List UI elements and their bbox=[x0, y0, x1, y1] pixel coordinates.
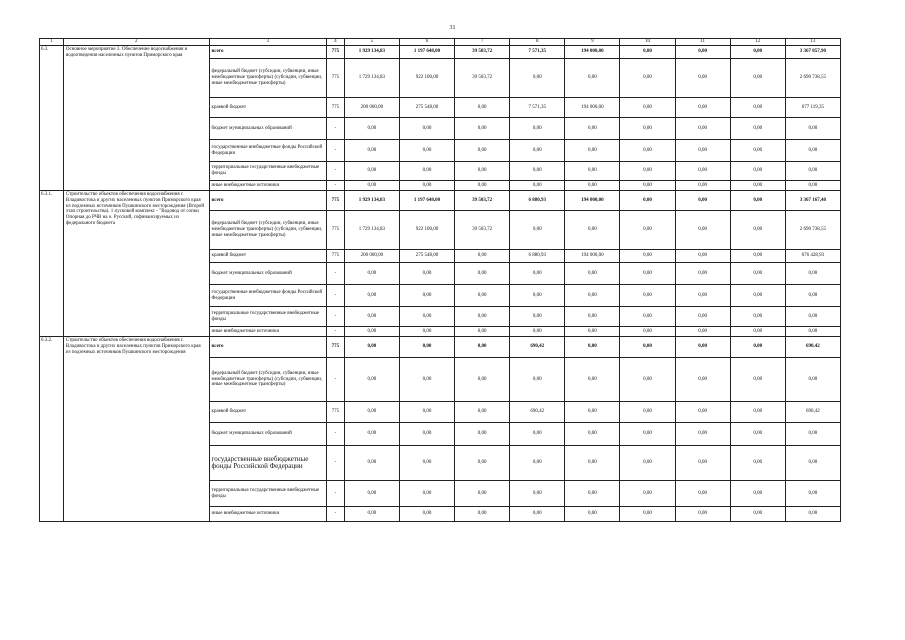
admin-code-cell: - bbox=[327, 263, 345, 285]
amount-cell: 0,00 bbox=[620, 307, 675, 327]
amount-cell: 0,00 bbox=[344, 162, 399, 181]
amount-cell: 0,00 bbox=[510, 162, 565, 181]
total-cell: 2 690 738,55 bbox=[785, 211, 840, 250]
amount-cell: 0,00 bbox=[344, 481, 399, 507]
funding-source: всего bbox=[209, 337, 327, 358]
amount-cell: 0,00 bbox=[344, 118, 399, 140]
amount-cell: 1 929 134,83 bbox=[344, 191, 399, 211]
amount-cell: 0,00 bbox=[510, 423, 565, 446]
admin-code-cell: - bbox=[327, 162, 345, 181]
amount-cell: 0,00 bbox=[455, 263, 510, 285]
total-cell: 690,42 bbox=[785, 337, 840, 358]
amount-cell: 1 729 134,83 bbox=[344, 59, 399, 98]
amount-cell: 0,00 bbox=[399, 140, 454, 162]
amount-cell: 1 197 648,00 bbox=[399, 191, 454, 211]
amount-cell: 0,00 bbox=[620, 327, 675, 337]
amount-cell: 0,00 bbox=[510, 285, 565, 307]
admin-code-cell: - bbox=[327, 446, 345, 481]
total-cell: 0,00 bbox=[785, 481, 840, 507]
amount-cell: 0,00 bbox=[344, 181, 399, 191]
amount-cell: 0,00 bbox=[675, 285, 730, 307]
total-cell: 677 119,35 bbox=[785, 98, 840, 118]
amount-cell: 0,00 bbox=[565, 211, 620, 250]
amount-cell: 0,00 bbox=[399, 423, 454, 446]
amount-cell: 0,00 bbox=[455, 507, 510, 522]
amount-cell: 194 000,00 bbox=[565, 191, 620, 211]
amount-cell: 39 503,72 bbox=[455, 191, 510, 211]
amount-cell: 7 571,35 bbox=[510, 98, 565, 118]
column-header: 6 bbox=[399, 39, 454, 46]
amount-cell: 0,00 bbox=[620, 59, 675, 98]
amount-cell: 0,00 bbox=[565, 181, 620, 191]
amount-cell: 0,00 bbox=[620, 98, 675, 118]
amount-cell: 0,00 bbox=[675, 191, 730, 211]
amount-cell: 0,00 bbox=[675, 446, 730, 481]
amount-cell: 0,00 bbox=[399, 307, 454, 327]
admin-code-cell: 775 bbox=[327, 46, 345, 59]
amount-cell: 0,00 bbox=[565, 423, 620, 446]
table-row bbox=[40, 337, 841, 358]
amount-cell: 0,00 bbox=[730, 481, 785, 507]
amount-cell: 0,00 bbox=[565, 337, 620, 358]
amount-cell: 0,00 bbox=[510, 140, 565, 162]
amount-cell: 0,00 bbox=[399, 162, 454, 181]
section-code: 6.3. bbox=[40, 46, 64, 191]
amount-cell: 0,00 bbox=[455, 358, 510, 402]
column-header: 1 bbox=[40, 39, 64, 46]
amount-cell: 0,00 bbox=[565, 358, 620, 402]
funding-source: федеральный бюджет (субсидии, субвенции, иные межбюджетные трансферты) (субсидии, субвенции, иные межбюджетные трансферты) bbox=[209, 211, 327, 250]
section-title: Строительство объектов обеспечения водоснабжения г. Владивостока и других населенных пунктов Приморского края из подземных источников Пушкинского месторождения (Второй этап строительства). 1 пусковой комплекс - "Водовод от сопки Опорная до РЧВ на о. Русский, софинансируемых из федерального бюджета bbox=[63, 191, 209, 337]
total-cell: 0,00 bbox=[785, 423, 840, 446]
amount-cell: 0,00 bbox=[675, 181, 730, 191]
amount-cell: 0,00 bbox=[620, 507, 675, 522]
admin-code-cell: - bbox=[327, 285, 345, 307]
amount-cell: 0,00 bbox=[510, 118, 565, 140]
amount-cell: 0,00 bbox=[730, 140, 785, 162]
amount-cell: 0,00 bbox=[620, 358, 675, 402]
total-cell: 0,00 bbox=[785, 358, 840, 402]
amount-cell: 0,00 bbox=[399, 285, 454, 307]
column-header: 12 bbox=[730, 39, 785, 46]
total-cell: 0,00 bbox=[785, 446, 840, 481]
amount-cell: 0,00 bbox=[730, 98, 785, 118]
amount-cell: 0,00 bbox=[399, 358, 454, 402]
amount-cell: 0,00 bbox=[620, 140, 675, 162]
amount-cell: 690,42 bbox=[510, 402, 565, 423]
amount-cell: 0,00 bbox=[675, 402, 730, 423]
amount-cell: 0,00 bbox=[730, 211, 785, 250]
amount-cell: 0,00 bbox=[730, 162, 785, 181]
admin-code-cell: 775 bbox=[327, 59, 345, 98]
amount-cell: 0,00 bbox=[510, 481, 565, 507]
admin-code-cell: - bbox=[327, 481, 345, 507]
amount-cell: 0,00 bbox=[344, 327, 399, 337]
amount-cell: 0,00 bbox=[675, 423, 730, 446]
amount-cell: 690,42 bbox=[510, 337, 565, 358]
amount-cell: 0,00 bbox=[455, 402, 510, 423]
amount-cell: 0,00 bbox=[730, 181, 785, 191]
table-row bbox=[40, 191, 841, 211]
admin-code-cell: - bbox=[327, 358, 345, 402]
table-row bbox=[40, 46, 841, 59]
amount-cell: 0,00 bbox=[510, 211, 565, 250]
funding-source: территориальные государственные внебюджетные фонды bbox=[209, 307, 327, 327]
total-cell: 690,42 bbox=[785, 402, 840, 423]
total-cell: 676 428,93 bbox=[785, 250, 840, 263]
column-header: 3 bbox=[209, 39, 327, 46]
funding-source: государственные внебюджетные фонды Российской Федерации bbox=[209, 285, 327, 307]
amount-cell: 0,00 bbox=[620, 181, 675, 191]
amount-cell: 194 000,00 bbox=[565, 98, 620, 118]
funding-source: всего bbox=[209, 46, 327, 59]
column-header: 4 bbox=[327, 39, 345, 46]
amount-cell: 275 548,00 bbox=[399, 250, 454, 263]
section-title: Основное мероприятие 3. Обеспечение водоснабжения и водоотведения населенных пунктов Приморского края bbox=[63, 46, 209, 191]
amount-cell: 0,00 bbox=[455, 140, 510, 162]
funding-source: территориальные государственные внебюджетные фонды bbox=[209, 162, 327, 181]
amount-cell: 1 729 134,83 bbox=[344, 211, 399, 250]
amount-cell: 0,00 bbox=[620, 118, 675, 140]
total-cell: 0,00 bbox=[785, 118, 840, 140]
amount-cell: 0,00 bbox=[620, 211, 675, 250]
amount-cell: 0,00 bbox=[399, 402, 454, 423]
amount-cell: 0,00 bbox=[510, 327, 565, 337]
amount-cell: 0,00 bbox=[730, 507, 785, 522]
total-cell: 3 367 857,90 bbox=[785, 46, 840, 59]
column-number-row bbox=[40, 39, 841, 46]
column-header: 13 bbox=[785, 39, 840, 46]
amount-cell: 0,00 bbox=[399, 507, 454, 522]
amount-cell: 0,00 bbox=[620, 263, 675, 285]
funding-source: всего bbox=[209, 191, 327, 211]
admin-code-cell: 775 bbox=[327, 402, 345, 423]
amount-cell: 0,00 bbox=[730, 250, 785, 263]
amount-cell: 0,00 bbox=[730, 337, 785, 358]
amount-cell: 0,00 bbox=[675, 307, 730, 327]
amount-cell: 0,00 bbox=[675, 507, 730, 522]
amount-cell: 0,00 bbox=[675, 59, 730, 98]
amount-cell: 0,00 bbox=[620, 162, 675, 181]
amount-cell: 0,00 bbox=[399, 481, 454, 507]
amount-cell: 0,00 bbox=[565, 140, 620, 162]
total-cell: 0,00 bbox=[785, 140, 840, 162]
admin-code-cell: - bbox=[327, 507, 345, 522]
amount-cell: 0,00 bbox=[399, 181, 454, 191]
amount-cell: 0,00 bbox=[730, 118, 785, 140]
amount-cell: 39 503,72 bbox=[455, 59, 510, 98]
admin-code-cell: - bbox=[327, 181, 345, 191]
amount-cell: 0,00 bbox=[510, 307, 565, 327]
admin-code-cell: - bbox=[327, 327, 345, 337]
total-cell: 0,00 bbox=[785, 162, 840, 181]
amount-cell: 0,00 bbox=[620, 191, 675, 211]
amount-cell: 0,00 bbox=[565, 481, 620, 507]
amount-cell: 0,00 bbox=[510, 263, 565, 285]
amount-cell: 0,00 bbox=[455, 118, 510, 140]
amount-cell: 0,00 bbox=[399, 118, 454, 140]
amount-cell: 922 100,00 bbox=[399, 59, 454, 98]
amount-cell: 0,00 bbox=[344, 402, 399, 423]
section-code: 6.3.1. bbox=[40, 191, 64, 337]
amount-cell: 0,00 bbox=[344, 307, 399, 327]
amount-cell: 0,00 bbox=[730, 307, 785, 327]
amount-cell: 0,00 bbox=[565, 162, 620, 181]
amount-cell: 200 000,00 bbox=[344, 250, 399, 263]
amount-cell: 0,00 bbox=[565, 327, 620, 337]
amount-cell: 0,00 bbox=[344, 423, 399, 446]
amount-cell: 194 000,00 bbox=[565, 46, 620, 59]
amount-cell: 0,00 bbox=[675, 118, 730, 140]
amount-cell: 0,00 bbox=[675, 46, 730, 59]
amount-cell: 0,00 bbox=[620, 337, 675, 358]
amount-cell: 6 880,93 bbox=[510, 250, 565, 263]
funding-source: федеральный бюджет (субсидии, субвенции, иные межбюджетные трансферты) (субсидии, субвенции, иные межбюджетные трансферты) bbox=[209, 358, 327, 402]
amount-cell: 0,00 bbox=[730, 327, 785, 337]
funding-source: государственные внебюджетные фонды Российской Федерации bbox=[209, 446, 327, 481]
column-header: 5 bbox=[344, 39, 399, 46]
amount-cell: 275 548,00 bbox=[399, 98, 454, 118]
amount-cell: 194 000,00 bbox=[565, 250, 620, 263]
amount-cell: 0,00 bbox=[344, 337, 399, 358]
amount-cell: 0,00 bbox=[565, 263, 620, 285]
amount-cell: 0,00 bbox=[730, 446, 785, 481]
amount-cell: 0,00 bbox=[730, 46, 785, 59]
amount-cell: 7 571,35 bbox=[510, 46, 565, 59]
column-header: 8 bbox=[510, 39, 565, 46]
admin-code-cell: 775 bbox=[327, 98, 345, 118]
funding-source: федеральный бюджет (субсидии, субвенции, иные межбюджетные трансферты) (субсидии, субвенции, иные межбюджетные трансферты) bbox=[209, 59, 327, 98]
total-cell: 0,00 bbox=[785, 327, 840, 337]
amount-cell: 0,00 bbox=[455, 307, 510, 327]
admin-code-cell: - bbox=[327, 307, 345, 327]
funding-source: краевой бюджет bbox=[209, 250, 327, 263]
amount-cell: 0,00 bbox=[620, 423, 675, 446]
amount-cell: 1 197 648,00 bbox=[399, 46, 454, 59]
amount-cell: 0,00 bbox=[455, 181, 510, 191]
funding-source: бюджет муниципальных образований bbox=[209, 263, 327, 285]
amount-cell: 0,00 bbox=[565, 59, 620, 98]
budget-table bbox=[39, 38, 841, 522]
amount-cell: 0,00 bbox=[730, 402, 785, 423]
column-header: 11 bbox=[675, 39, 730, 46]
funding-source: бюджет муниципальных образований bbox=[209, 423, 327, 446]
amount-cell: 0,00 bbox=[620, 446, 675, 481]
amount-cell: 0,00 bbox=[399, 337, 454, 358]
amount-cell: 0,00 bbox=[675, 98, 730, 118]
amount-cell: 0,00 bbox=[455, 162, 510, 181]
amount-cell: 0,00 bbox=[399, 263, 454, 285]
amount-cell: 0,00 bbox=[455, 285, 510, 307]
amount-cell: 0,00 bbox=[675, 140, 730, 162]
amount-cell: 0,00 bbox=[455, 481, 510, 507]
amount-cell: 0,00 bbox=[675, 250, 730, 263]
admin-code-cell: 775 bbox=[327, 211, 345, 250]
amount-cell: 0,00 bbox=[565, 446, 620, 481]
amount-cell: 0,00 bbox=[455, 337, 510, 358]
column-header: 2 bbox=[63, 39, 209, 46]
funding-source: краевой бюджет bbox=[209, 98, 327, 118]
amount-cell: 0,00 bbox=[399, 327, 454, 337]
amount-cell: 0,00 bbox=[730, 59, 785, 98]
amount-cell: 922 100,00 bbox=[399, 211, 454, 250]
amount-cell: 0,00 bbox=[675, 481, 730, 507]
amount-cell: 0,00 bbox=[565, 507, 620, 522]
total-cell: 0,00 bbox=[785, 181, 840, 191]
amount-cell: 0,00 bbox=[565, 118, 620, 140]
total-cell: 0,00 bbox=[785, 285, 840, 307]
funding-source: иные внебюджетные источники bbox=[209, 507, 327, 522]
funding-source: иные внебюджетные источники bbox=[209, 181, 327, 191]
total-cell: 3 367 167,48 bbox=[785, 191, 840, 211]
funding-source: территориальные государственные внебюджетные фонды bbox=[209, 481, 327, 507]
amount-cell: 0,00 bbox=[344, 140, 399, 162]
amount-cell: 0,00 bbox=[344, 285, 399, 307]
amount-cell: 0,00 bbox=[565, 307, 620, 327]
amount-cell: 0,00 bbox=[565, 402, 620, 423]
amount-cell: 39 503,72 bbox=[455, 46, 510, 59]
section-title: Строительство объектов обеспечения водоснабжения г. Владивостока и других населенных пунктов Приморского края из подземных источников Пушкинского месторождения bbox=[63, 337, 209, 522]
amount-cell: 0,00 bbox=[620, 250, 675, 263]
amount-cell: 0,00 bbox=[455, 250, 510, 263]
amount-cell: 0,00 bbox=[510, 59, 565, 98]
amount-cell: 0,00 bbox=[455, 446, 510, 481]
amount-cell: 0,00 bbox=[675, 327, 730, 337]
amount-cell: 0,00 bbox=[455, 327, 510, 337]
amount-cell: 0,00 bbox=[730, 358, 785, 402]
total-cell: 0,00 bbox=[785, 263, 840, 285]
amount-cell: 0,00 bbox=[620, 481, 675, 507]
funding-source: иные внебюджетные источники bbox=[209, 327, 327, 337]
amount-cell: 0,00 bbox=[344, 507, 399, 522]
amount-cell: 1 929 134,83 bbox=[344, 46, 399, 59]
amount-cell: 0,00 bbox=[620, 46, 675, 59]
column-header: 7 bbox=[455, 39, 510, 46]
funding-source: государственные внебюджетные фонды Российской Федерации bbox=[209, 140, 327, 162]
amount-cell: 0,00 bbox=[510, 446, 565, 481]
total-cell: 0,00 bbox=[785, 507, 840, 522]
section-code: 6.3.2. bbox=[40, 337, 64, 522]
amount-cell: 0,00 bbox=[730, 285, 785, 307]
amount-cell: 0,00 bbox=[675, 358, 730, 402]
admin-code-cell: - bbox=[327, 423, 345, 446]
column-header: 10 bbox=[620, 39, 675, 46]
total-cell: 2 690 738,55 bbox=[785, 59, 840, 98]
amount-cell: 0,00 bbox=[620, 285, 675, 307]
amount-cell: 0,00 bbox=[344, 446, 399, 481]
admin-code-cell: 775 bbox=[327, 250, 345, 263]
amount-cell: 0,00 bbox=[675, 162, 730, 181]
amount-cell: 0,00 bbox=[455, 423, 510, 446]
amount-cell: 0,00 bbox=[675, 337, 730, 358]
amount-cell: 0,00 bbox=[675, 211, 730, 250]
amount-cell: 200 000,00 bbox=[344, 98, 399, 118]
column-header: 9 bbox=[565, 39, 620, 46]
amount-cell: 0,00 bbox=[730, 191, 785, 211]
admin-code-cell: - bbox=[327, 140, 345, 162]
amount-cell: 0,00 bbox=[455, 98, 510, 118]
total-cell: 0,00 bbox=[785, 307, 840, 327]
admin-code-cell: 775 bbox=[327, 191, 345, 211]
amount-cell: 0,00 bbox=[620, 402, 675, 423]
amount-cell: 0,00 bbox=[510, 358, 565, 402]
amount-cell: 0,00 bbox=[344, 263, 399, 285]
amount-cell: 0,00 bbox=[730, 263, 785, 285]
amount-cell: 0,00 bbox=[510, 507, 565, 522]
admin-code-cell: - bbox=[327, 118, 345, 140]
funding-source: краевой бюджет bbox=[209, 402, 327, 423]
amount-cell: 0,00 bbox=[675, 263, 730, 285]
amount-cell: 0,00 bbox=[510, 181, 565, 191]
admin-code-cell: 775 bbox=[327, 337, 345, 358]
page-number: 31 bbox=[449, 25, 456, 31]
amount-cell: 0,00 bbox=[565, 285, 620, 307]
amount-cell: 0,00 bbox=[730, 423, 785, 446]
amount-cell: 39 503,72 bbox=[455, 211, 510, 250]
amount-cell: 0,00 bbox=[399, 446, 454, 481]
amount-cell: 0,00 bbox=[344, 358, 399, 402]
amount-cell: 6 880,93 bbox=[510, 191, 565, 211]
funding-source: бюджет муниципальных образований bbox=[209, 118, 327, 140]
